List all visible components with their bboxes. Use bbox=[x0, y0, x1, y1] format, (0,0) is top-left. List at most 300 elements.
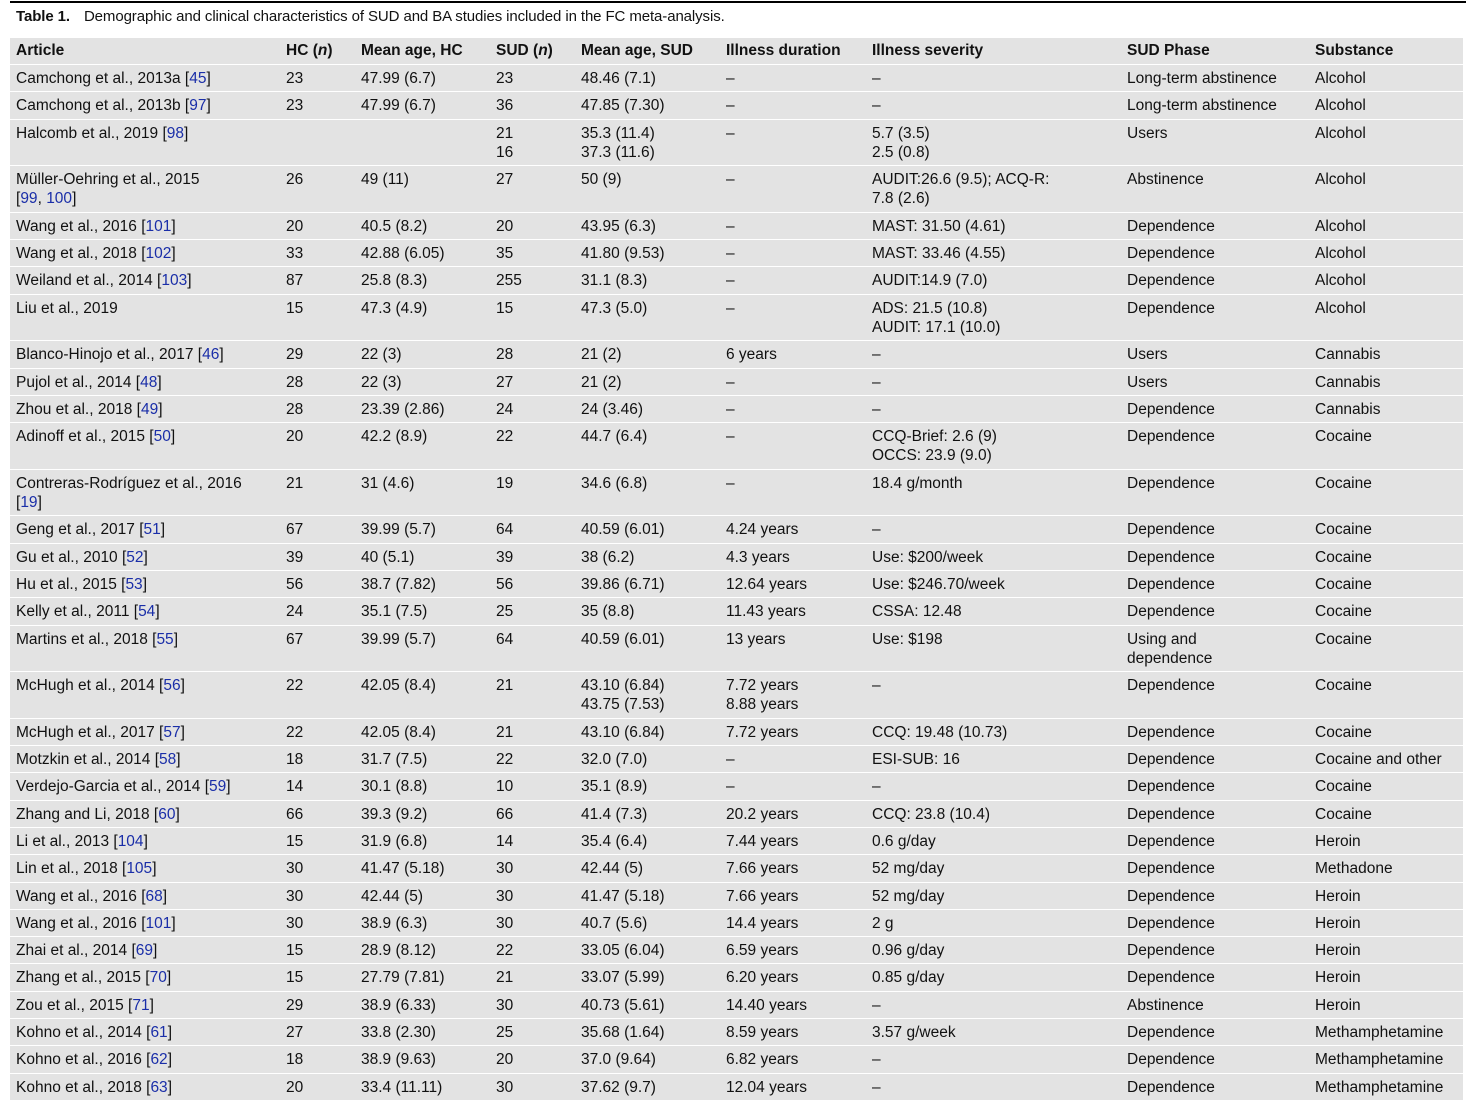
cell-hc-n bbox=[280, 1046, 355, 1073]
cell-illness-duration-line: 14.40 years bbox=[726, 996, 807, 1014]
article-text: ] bbox=[171, 217, 176, 235]
article-text: ] bbox=[171, 245, 176, 263]
cell-substance-value: Cannabis bbox=[1315, 400, 1381, 418]
cell-mean-age-sud bbox=[575, 1046, 720, 1073]
cell-illness-severity-line: – bbox=[872, 1078, 881, 1096]
cell-mean-age-hc bbox=[355, 746, 490, 773]
cell-article bbox=[10, 469, 280, 516]
table-row bbox=[10, 65, 1463, 92]
cell-sud-phase-line: Dependence bbox=[1127, 245, 1215, 263]
table-row bbox=[10, 240, 1463, 267]
cell-mean-age-hc-value: 42.05 (8.4) bbox=[361, 677, 436, 695]
article-text: Zhai et al., 2014 [ bbox=[16, 942, 136, 960]
cell-substance bbox=[1309, 570, 1463, 597]
cell-substance bbox=[1309, 267, 1463, 294]
cell-illness-severity bbox=[866, 746, 1121, 773]
cell-illness-severity bbox=[866, 65, 1121, 92]
table-row bbox=[10, 294, 1463, 341]
article-line bbox=[16, 914, 274, 933]
cell-illness-severity-line: OCCS: 23.9 (9.0) bbox=[872, 447, 992, 465]
reference-link[interactable]: 49 bbox=[140, 400, 159, 418]
cell-mean-age-hc-value: 31 (4.6) bbox=[361, 474, 415, 492]
cell-article bbox=[10, 718, 280, 745]
cell-illness-severity bbox=[866, 625, 1121, 672]
cell-sud-n-line: 56 bbox=[496, 575, 514, 593]
reference-link[interactable]: 101 bbox=[145, 914, 172, 932]
cell-illness-duration-line: 7.72 years bbox=[726, 723, 799, 741]
article-text: Liu et al., 2019 bbox=[16, 299, 118, 317]
reference-link[interactable]: 100 bbox=[46, 190, 73, 208]
cell-hc-n bbox=[280, 469, 355, 516]
reference-link[interactable]: 50 bbox=[153, 428, 171, 446]
cell-mean-age-sud-line: 47.3 (5.0) bbox=[581, 299, 648, 317]
cell-mean-age-hc bbox=[355, 570, 490, 597]
cell-substance bbox=[1309, 65, 1463, 92]
reference-link[interactable]: 71 bbox=[132, 996, 150, 1014]
reference-link[interactable]: 54 bbox=[138, 603, 156, 621]
cell-hc-n-value: 29 bbox=[286, 996, 304, 1014]
cell-illness-duration bbox=[720, 368, 866, 395]
cell-hc-n-value: 24 bbox=[286, 603, 304, 621]
cell-sud-n-line: 22 bbox=[496, 751, 514, 769]
cell-mean-age-hc-value: 31.9 (6.8) bbox=[361, 832, 428, 850]
cell-hc-n-value: 28 bbox=[286, 373, 304, 391]
cell-sud-phase-line: Dependence bbox=[1127, 942, 1215, 960]
cell-sud-n bbox=[490, 166, 575, 213]
article-text: Zhang et al., 2015 [ bbox=[16, 969, 150, 987]
cell-substance-value: Cannabis bbox=[1315, 373, 1381, 391]
cell-illness-severity-line: AUDIT:14.9 (7.0) bbox=[872, 272, 988, 290]
cell-illness-duration-line: – bbox=[726, 474, 735, 492]
article-text: Kohno et al., 2016 [ bbox=[16, 1051, 151, 1069]
reference-link[interactable]: 56 bbox=[163, 677, 181, 695]
cell-substance-value: Alcohol bbox=[1315, 217, 1366, 235]
cell-sud-n-line: 27 bbox=[496, 171, 514, 189]
cell-hc-n bbox=[280, 119, 355, 166]
reference-link[interactable]: 62 bbox=[150, 1051, 168, 1069]
cell-sud-n-line: 66 bbox=[496, 805, 514, 823]
cell-illness-severity bbox=[866, 212, 1121, 239]
cell-mean-age-hc-value: 42.44 (5) bbox=[361, 887, 424, 905]
table-container bbox=[10, 38, 1463, 1100]
cell-mean-age-hc-value: 33.8 (2.30) bbox=[361, 1023, 436, 1041]
cell-mean-age-sud-line: 37.0 (9.64) bbox=[581, 1051, 656, 1069]
cell-mean-age-hc bbox=[355, 882, 490, 909]
article-text: Contreras-Rodríguez et al., 2016 bbox=[16, 474, 242, 492]
cell-illness-severity-line: – bbox=[872, 1051, 881, 1069]
cell-substance bbox=[1309, 119, 1463, 166]
cell-illness-severity-line: CSSA: 12.48 bbox=[872, 603, 962, 621]
table-row bbox=[10, 937, 1463, 964]
cell-article bbox=[10, 746, 280, 773]
cell-mean-age-sud-line: 48.46 (7.1) bbox=[581, 70, 656, 87]
cell-mean-age-hc-value: 23.39 (2.86) bbox=[361, 400, 445, 418]
article-line bbox=[16, 244, 274, 263]
cell-substance-value: Heroin bbox=[1315, 887, 1361, 905]
cell-illness-duration-line: 11.43 years bbox=[726, 603, 806, 621]
cell-substance-value: Heroin bbox=[1315, 942, 1361, 960]
cell-substance-value: Heroin bbox=[1315, 832, 1361, 850]
cell-mean-age-sud bbox=[575, 92, 720, 119]
cell-illness-duration-line: 13 years bbox=[726, 630, 786, 648]
cell-illness-severity-line: Use: $200/week bbox=[872, 548, 984, 566]
table-row bbox=[10, 543, 1463, 570]
cell-illness-severity bbox=[866, 855, 1121, 882]
cell-mean-age-sud-line: 47.85 (7.30) bbox=[581, 97, 665, 115]
cell-hc-n-value: 67 bbox=[286, 521, 304, 539]
cell-hc-n-value: 20 bbox=[286, 217, 304, 235]
cell-substance bbox=[1309, 1046, 1463, 1073]
reference-link[interactable]: 99 bbox=[20, 190, 38, 208]
article-line bbox=[16, 996, 274, 1015]
reference-link[interactable]: 68 bbox=[145, 887, 163, 905]
article-text: Geng et al., 2017 [ bbox=[16, 521, 144, 539]
cell-mean-age-hc bbox=[355, 166, 490, 213]
cell-substance-value: Cocaine bbox=[1315, 603, 1372, 621]
cell-substance bbox=[1309, 166, 1463, 213]
article-text: McHugh et al., 2017 [ bbox=[16, 723, 164, 741]
cell-mean-age-hc bbox=[355, 964, 490, 991]
cell-mean-age-sud-line: 43.75 (7.53) bbox=[581, 696, 665, 714]
cell-article bbox=[10, 423, 280, 470]
cell-illness-severity bbox=[866, 516, 1121, 543]
reference-link[interactable]: 98 bbox=[166, 124, 185, 142]
cell-mean-age-hc bbox=[355, 773, 490, 800]
cell-article bbox=[10, 625, 280, 672]
table-row bbox=[10, 469, 1463, 516]
article-line bbox=[16, 1078, 274, 1097]
cell-sud-phase-line: Users bbox=[1127, 373, 1168, 391]
cell-substance bbox=[1309, 773, 1463, 800]
cell-illness-duration-line: – bbox=[726, 272, 735, 290]
cell-substance bbox=[1309, 341, 1463, 368]
cell-substance bbox=[1309, 937, 1463, 964]
cell-substance-value: Heroin bbox=[1315, 969, 1361, 987]
cell-hc-n-value: 22 bbox=[286, 723, 304, 741]
article-line bbox=[16, 124, 274, 143]
article-line bbox=[16, 96, 274, 115]
cell-hc-n bbox=[280, 240, 355, 267]
col-header-illness-severity: Illness severity bbox=[872, 42, 984, 59]
cell-illness-duration bbox=[720, 1018, 866, 1045]
cell-mean-age-sud bbox=[575, 598, 720, 625]
cell-illness-severity-line: ADS: 21.5 (10.8) bbox=[872, 299, 988, 317]
cell-article bbox=[10, 882, 280, 909]
cell-substance-value: Alcohol bbox=[1315, 272, 1366, 290]
cell-hc-n-value: 39 bbox=[286, 548, 304, 566]
cell-illness-duration bbox=[720, 212, 866, 239]
cell-illness-severity-line: 52 mg/day bbox=[872, 860, 945, 878]
cell-substance-value: Cocaine bbox=[1315, 548, 1372, 566]
cell-illness-duration bbox=[720, 746, 866, 773]
article-text: Kohno et al., 2014 [ bbox=[16, 1023, 151, 1041]
cell-substance bbox=[1309, 469, 1463, 516]
cell-article bbox=[10, 240, 280, 267]
article-text: ] bbox=[149, 996, 154, 1014]
reference-link[interactable]: 46 bbox=[202, 346, 220, 364]
cell-mean-age-sud-line: 50 (9) bbox=[581, 171, 622, 189]
article-line bbox=[16, 723, 274, 742]
table-row bbox=[10, 212, 1463, 239]
cell-substance bbox=[1309, 92, 1463, 119]
cell-illness-severity-line: CCQ: 23.8 (10.4) bbox=[872, 805, 991, 823]
reference-link[interactable]: 48 bbox=[140, 373, 158, 391]
cell-sud-phase-line: Dependence bbox=[1127, 723, 1215, 741]
cell-article bbox=[10, 119, 280, 166]
reference-link[interactable]: 102 bbox=[145, 245, 172, 263]
reference-link[interactable]: 60 bbox=[158, 805, 176, 823]
cell-article bbox=[10, 964, 280, 991]
cell-mean-age-hc bbox=[355, 212, 490, 239]
cell-mean-age-hc-value: 38.9 (6.33) bbox=[361, 996, 436, 1014]
cell-sud-phase-line: Dependence bbox=[1127, 400, 1215, 418]
reference-link[interactable]: 103 bbox=[161, 272, 188, 290]
cell-article bbox=[10, 672, 280, 719]
cell-illness-severity bbox=[866, 395, 1121, 422]
cell-hc-n bbox=[280, 166, 355, 213]
cell-sud-n-line: 19 bbox=[496, 474, 514, 492]
cell-sud-phase-line: Dependence bbox=[1127, 860, 1215, 878]
cell-illness-severity bbox=[866, 240, 1121, 267]
cell-mean-age-hc bbox=[355, 516, 490, 543]
cell-mean-age-hc bbox=[355, 65, 490, 92]
cell-hc-n bbox=[280, 882, 355, 909]
cell-illness-duration bbox=[720, 855, 866, 882]
cell-illness-severity-line: 0.96 g/day bbox=[872, 942, 945, 960]
cell-mean-age-hc-value: 39.3 (9.2) bbox=[361, 805, 428, 823]
table-row bbox=[10, 746, 1463, 773]
article-line bbox=[16, 832, 274, 851]
cell-sud-n bbox=[490, 423, 575, 470]
article-line bbox=[16, 887, 274, 906]
cell-mean-age-hc bbox=[355, 909, 490, 936]
cell-illness-severity-line: – bbox=[872, 996, 881, 1014]
cell-mean-age-sud bbox=[575, 882, 720, 909]
cell-sud-phase bbox=[1121, 882, 1309, 909]
cell-illness-severity bbox=[866, 937, 1121, 964]
cell-illness-duration bbox=[720, 166, 866, 213]
reference-link[interactable]: 61 bbox=[150, 1023, 168, 1041]
cell-hc-n-value: 20 bbox=[286, 428, 304, 446]
header-sud-n: n bbox=[538, 42, 548, 59]
cell-sud-phase bbox=[1121, 294, 1309, 341]
cell-sud-n bbox=[490, 267, 575, 294]
reference-link[interactable]: 55 bbox=[156, 630, 174, 648]
cell-sud-phase-line: Dependence bbox=[1127, 575, 1215, 593]
cell-article bbox=[10, 294, 280, 341]
cell-mean-age-sud-line: 35.3 (11.4) bbox=[581, 124, 655, 142]
cell-hc-n-value: 30 bbox=[286, 914, 304, 932]
cell-sud-n-line: 28 bbox=[496, 346, 514, 364]
reference-link[interactable]: 101 bbox=[145, 217, 172, 235]
reference-link[interactable]: 53 bbox=[125, 575, 143, 593]
cell-sud-n bbox=[490, 718, 575, 745]
cell-mean-age-hc bbox=[355, 423, 490, 470]
cell-illness-severity bbox=[866, 119, 1121, 166]
cell-mean-age-sud bbox=[575, 368, 720, 395]
cell-hc-n-value: 21 bbox=[286, 474, 304, 492]
cell-substance bbox=[1309, 368, 1463, 395]
cell-substance bbox=[1309, 964, 1463, 991]
cell-mean-age-sud bbox=[575, 800, 720, 827]
cell-illness-duration bbox=[720, 625, 866, 672]
cell-illness-severity-line: Use: $198 bbox=[872, 630, 943, 648]
cell-sud-phase-line: Dependence bbox=[1127, 1051, 1215, 1069]
reference-link[interactable]: 52 bbox=[126, 548, 144, 566]
cell-mean-age-hc bbox=[355, 543, 490, 570]
reference-link[interactable]: 58 bbox=[159, 751, 177, 769]
cell-sud-n bbox=[490, 119, 575, 166]
cell-mean-age-hc-value: 47.99 (6.7) bbox=[361, 70, 436, 87]
cell-article bbox=[10, 827, 280, 854]
cell-mean-age-hc bbox=[355, 625, 490, 672]
cell-hc-n-value: 15 bbox=[286, 299, 304, 317]
cell-illness-severity-line: 2 g bbox=[872, 914, 894, 932]
cell-sud-phase-line: Dependence bbox=[1127, 887, 1215, 905]
cell-sud-phase-line: Dependence bbox=[1127, 969, 1215, 987]
reference-link[interactable]: 70 bbox=[149, 969, 167, 987]
article-text: Wang et al., 2016 [ bbox=[16, 887, 146, 905]
col-header-sud-n bbox=[490, 38, 575, 65]
reference-link[interactable]: 104 bbox=[117, 832, 144, 850]
cell-illness-duration bbox=[720, 267, 866, 294]
cell-hc-n bbox=[280, 746, 355, 773]
cell-illness-duration-line: 7.66 years bbox=[726, 860, 799, 878]
reference-link[interactable]: 59 bbox=[209, 778, 227, 796]
cell-mean-age-hc-value: 25.8 (8.3) bbox=[361, 272, 428, 290]
cell-mean-age-sud-line: 41.47 (5.18) bbox=[581, 887, 665, 905]
cell-mean-age-hc bbox=[355, 718, 490, 745]
cell-sud-n-line: 21 bbox=[496, 124, 514, 142]
cell-mean-age-sud-line: 43.10 (6.84) bbox=[581, 677, 665, 695]
cell-illness-duration-line: – bbox=[726, 428, 735, 446]
table-row bbox=[10, 909, 1463, 936]
cell-hc-n bbox=[280, 65, 355, 92]
cell-substance-value: Methamphetamine bbox=[1315, 1051, 1444, 1069]
cell-substance-value: Cocaine bbox=[1315, 677, 1372, 695]
cell-illness-severity-line: MAST: 31.50 (4.61) bbox=[872, 217, 1006, 235]
reference-link[interactable]: 105 bbox=[126, 860, 153, 878]
header-row bbox=[10, 38, 1463, 65]
cell-sud-phase bbox=[1121, 570, 1309, 597]
cell-mean-age-hc-value: 40 (5.1) bbox=[361, 548, 415, 566]
cell-sud-n bbox=[490, 368, 575, 395]
reference-link[interactable]: 69 bbox=[135, 942, 154, 960]
cell-sud-n bbox=[490, 1073, 575, 1100]
article-line bbox=[16, 805, 274, 824]
cell-illness-severity-line: 18.4 g/month bbox=[872, 474, 963, 492]
article-text: ] bbox=[226, 778, 231, 796]
cell-mean-age-sud bbox=[575, 65, 720, 92]
article-text: Wang et al., 2016 [ bbox=[16, 914, 146, 932]
cell-mean-age-hc-value: 38.9 (6.3) bbox=[361, 914, 428, 932]
cell-mean-age-sud-line: 35.1 (8.9) bbox=[581, 778, 648, 796]
cell-sud-n bbox=[490, 212, 575, 239]
cell-illness-severity bbox=[866, 92, 1121, 119]
cell-mean-age-hc-value: 47.99 (6.7) bbox=[361, 97, 436, 115]
cell-illness-duration-line: 8.88 years bbox=[726, 696, 799, 714]
article-text: ] bbox=[175, 805, 180, 823]
header-hc-n: n bbox=[317, 42, 328, 59]
cell-sud-n-line: 30 bbox=[496, 887, 514, 905]
article-text: Camchong et al., 2013a [ bbox=[16, 70, 190, 87]
cell-illness-severity bbox=[866, 991, 1121, 1018]
cell-article bbox=[10, 65, 280, 92]
cell-illness-severity-line: 3.57 g/week bbox=[872, 1023, 956, 1041]
cell-sud-phase bbox=[1121, 267, 1309, 294]
article-text: Müller-Oehring et al., 2015 bbox=[16, 171, 200, 189]
col-header-mean-age-sud: Mean age, SUD bbox=[581, 42, 693, 59]
reference-link[interactable]: 97 bbox=[189, 97, 207, 115]
table-row bbox=[10, 1073, 1463, 1100]
cell-illness-severity bbox=[866, 1018, 1121, 1045]
reference-link[interactable]: 19 bbox=[20, 494, 38, 512]
cell-hc-n bbox=[280, 773, 355, 800]
table-row bbox=[10, 882, 1463, 909]
cell-sud-phase bbox=[1121, 718, 1309, 745]
article-text: ] bbox=[206, 97, 211, 115]
reference-link[interactable]: 51 bbox=[143, 521, 161, 539]
cell-sud-phase-line: Dependence bbox=[1127, 778, 1215, 796]
article-text: ] bbox=[157, 373, 162, 391]
cell-mean-age-sud bbox=[575, 341, 720, 368]
cell-sud-n bbox=[490, 882, 575, 909]
cell-hc-n-value: 20 bbox=[286, 1078, 304, 1096]
cell-mean-age-sud bbox=[575, 423, 720, 470]
cell-mean-age-hc bbox=[355, 240, 490, 267]
cell-mean-age-sud-line: 24 (3.46) bbox=[581, 400, 644, 418]
reference-link[interactable]: 45 bbox=[189, 70, 207, 87]
cell-substance bbox=[1309, 625, 1463, 672]
cell-mean-age-sud-line: 34.6 (6.8) bbox=[581, 474, 648, 492]
article-text: Blanco-Hinojo et al., 2017 [ bbox=[16, 346, 203, 364]
cell-substance bbox=[1309, 909, 1463, 936]
reference-link[interactable]: 57 bbox=[163, 723, 181, 741]
cell-sud-phase bbox=[1121, 991, 1309, 1018]
cell-sud-n-line: 10 bbox=[496, 778, 514, 796]
cell-sud-n-line: 30 bbox=[496, 996, 514, 1014]
cell-mean-age-hc-value: 41.47 (5.18) bbox=[361, 860, 445, 878]
article-text: Camchong et al., 2013b [ bbox=[16, 97, 190, 115]
cell-sud-phase-line: Abstinence bbox=[1127, 171, 1204, 189]
cell-mean-age-hc bbox=[355, 855, 490, 882]
cell-sud-phase-line: Dependence bbox=[1127, 805, 1215, 823]
table-row bbox=[10, 166, 1463, 213]
cell-sud-phase-line: Users bbox=[1127, 124, 1168, 142]
cell-sud-n bbox=[490, 827, 575, 854]
cell-illness-duration bbox=[720, 1073, 866, 1100]
article-text: Kelly et al., 2011 [ bbox=[16, 603, 139, 621]
cell-illness-duration-line: – bbox=[726, 778, 735, 796]
cell-illness-severity-line: – bbox=[872, 521, 881, 539]
cell-sud-n-line: 30 bbox=[496, 914, 514, 932]
cell-substance-value: Cocaine bbox=[1315, 575, 1372, 593]
cell-illness-severity-line: AUDIT:26.6 (9.5); ACQ-R: bbox=[872, 171, 1050, 189]
cell-sud-phase-line: Dependence bbox=[1127, 548, 1215, 566]
cell-sud-phase-line: Dependence bbox=[1127, 272, 1215, 290]
cell-sud-n bbox=[490, 991, 575, 1018]
cell-hc-n bbox=[280, 92, 355, 119]
cell-sud-n-line: 36 bbox=[496, 97, 514, 115]
reference-link[interactable]: 63 bbox=[150, 1078, 168, 1096]
cell-sud-n-line: 21 bbox=[496, 723, 514, 741]
cell-sud-n bbox=[490, 543, 575, 570]
cell-sud-n-line: 20 bbox=[496, 217, 514, 235]
cell-hc-n bbox=[280, 1018, 355, 1045]
cell-article bbox=[10, 267, 280, 294]
cell-article bbox=[10, 773, 280, 800]
cell-illness-severity bbox=[866, 267, 1121, 294]
